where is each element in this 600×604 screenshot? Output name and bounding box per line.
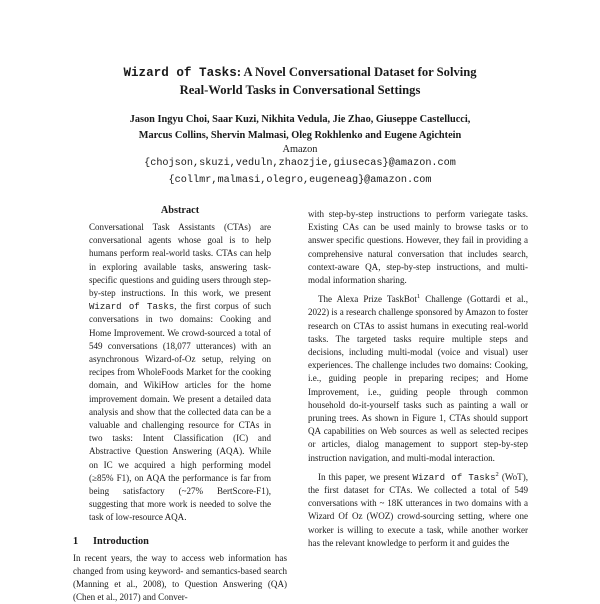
title-text-line1: : A Novel Conversational Dataset for Solving	[236, 65, 477, 79]
abstract-body	[73, 221, 287, 525]
abstract-heading: Abstract	[160, 205, 200, 216]
challenge-text: Challenge (Gottardi et al., 2022) is a research challenge sponsored by Amazon to foster research on CTAs to assist humans in executing real-world tasks. The targeted tasks require multiple steps and decisions, including multi-modal (voice and visual) user experiences. The challenge includes two domains: Cooking, i.e., guiding people in preparing recipes; and Home Improvement, i.e., guiding people through common household do-it-yourself tasks such as painting a wall or pruning trees. As shown in Figure 1, CTAs should support QA capabilities on Web sources as well as selected recipes or articles, dialog management to support step-by-step instruction navigation, and multi-modal interaction.	[308, 294, 528, 463]
paper-title	[60, 64, 540, 99]
right-paragraph-2	[308, 293, 528, 465]
author-emails	[60, 155, 540, 189]
abstract-dataset-name: Wizard of Tasks	[89, 301, 175, 313]
footnote-marker-2: 2	[495, 470, 499, 478]
author-list	[60, 112, 540, 143]
right-paragraph-3	[308, 471, 528, 550]
affiliation: Amazon	[282, 144, 318, 155]
wot-dataset-name: Wizard of Tasks	[412, 471, 496, 483]
abstract-text-1: Conversational Task Assistants (CTAs) are conversational agents whose goal is to help humans perform real-world tasks. CTAs can help in exploring available tasks, answering task-specific questions and guiding users through step-by-step instructions. In this work, we present	[89, 222, 271, 299]
abstract-text-2: , the first corpus of such conversations in two domains: Cooking and Home Improvement. We crowd-sourced a total of 549 conversations (18,077 utterances) with an asynchronous Wizard-of-Oz setup, relying on recipes from WholeFoods Market for the cooking domain, and WikiHow articles for the home improvement domain. We present a detailed data analysis and show that the collected data can be a valuable and challenging resource for CTAs in two tasks: Intent Classification (IC) and Abstractive Question Answering (AQA). While on IC we acquired a high performing model (≥85% F1), on AQA the performance is far from being satisfactory (~27% BertScore-F1), suggesting that more work is needed to solve the task of low-resource AQA.	[89, 301, 271, 523]
introduction-paragraph: In recent years, the way to access web information has changed from using keyword- and semantics-based search (Manning et al., 2008), to Question Answering (QA) (Chen et al., 2017) and Conver-	[73, 552, 287, 603]
taskbot-text: The Alexa Prize TaskBot	[318, 294, 417, 305]
title-text-line2: Real-World Tasks in Conversational Settings	[179, 83, 421, 97]
section-heading-introduction	[73, 536, 287, 547]
title-dataset-name: Wizard of Tasks	[123, 66, 237, 80]
wot-intro-text: In this paper, we present	[318, 471, 413, 482]
section-title: Introduction	[93, 535, 149, 547]
right-paragraph-1: with step-by-step instructions to perform variegate tasks. Existing CAs can be used mainly to browse tasks or to answer specific questions. However, they fail in providing a comprehensive natural conversation that includes search, context-aware QA, step-by-step instructions, and multi-modal information sharing.	[308, 209, 528, 286]
section-number: 1	[73, 535, 79, 547]
wot-description-text: (WoT), the first dataset for CTAs. We collected a total of 549 conversations with ~ 18K utterances in two domains with a Wizard Of Oz (WOZ) crowd-sourcing setting, where one worker is willing to execute a task, while another worker has the relevant knowledge to perform it and guides the	[308, 471, 528, 548]
right-column	[308, 208, 528, 556]
left-column	[73, 205, 287, 604]
footnote-marker-1: 1	[416, 293, 421, 301]
email-line2: {collmr,malmasi,olegro,eugeneag}@amazon.com	[168, 175, 432, 186]
email-line1: {chojson,skuzi,veduln,zhaozjie,giusecas}@amazon.com	[144, 158, 456, 169]
authors-line1: Jason Ingyu Choi, Saar Kuzi, Nikhita Vedula, Jie Zhao, Giuseppe Castellucci,	[129, 114, 471, 125]
authors-line2: Marcus Collins, Shervin Malmasi, Oleg Rokhlenko and Eugene Agichtein	[138, 129, 462, 141]
